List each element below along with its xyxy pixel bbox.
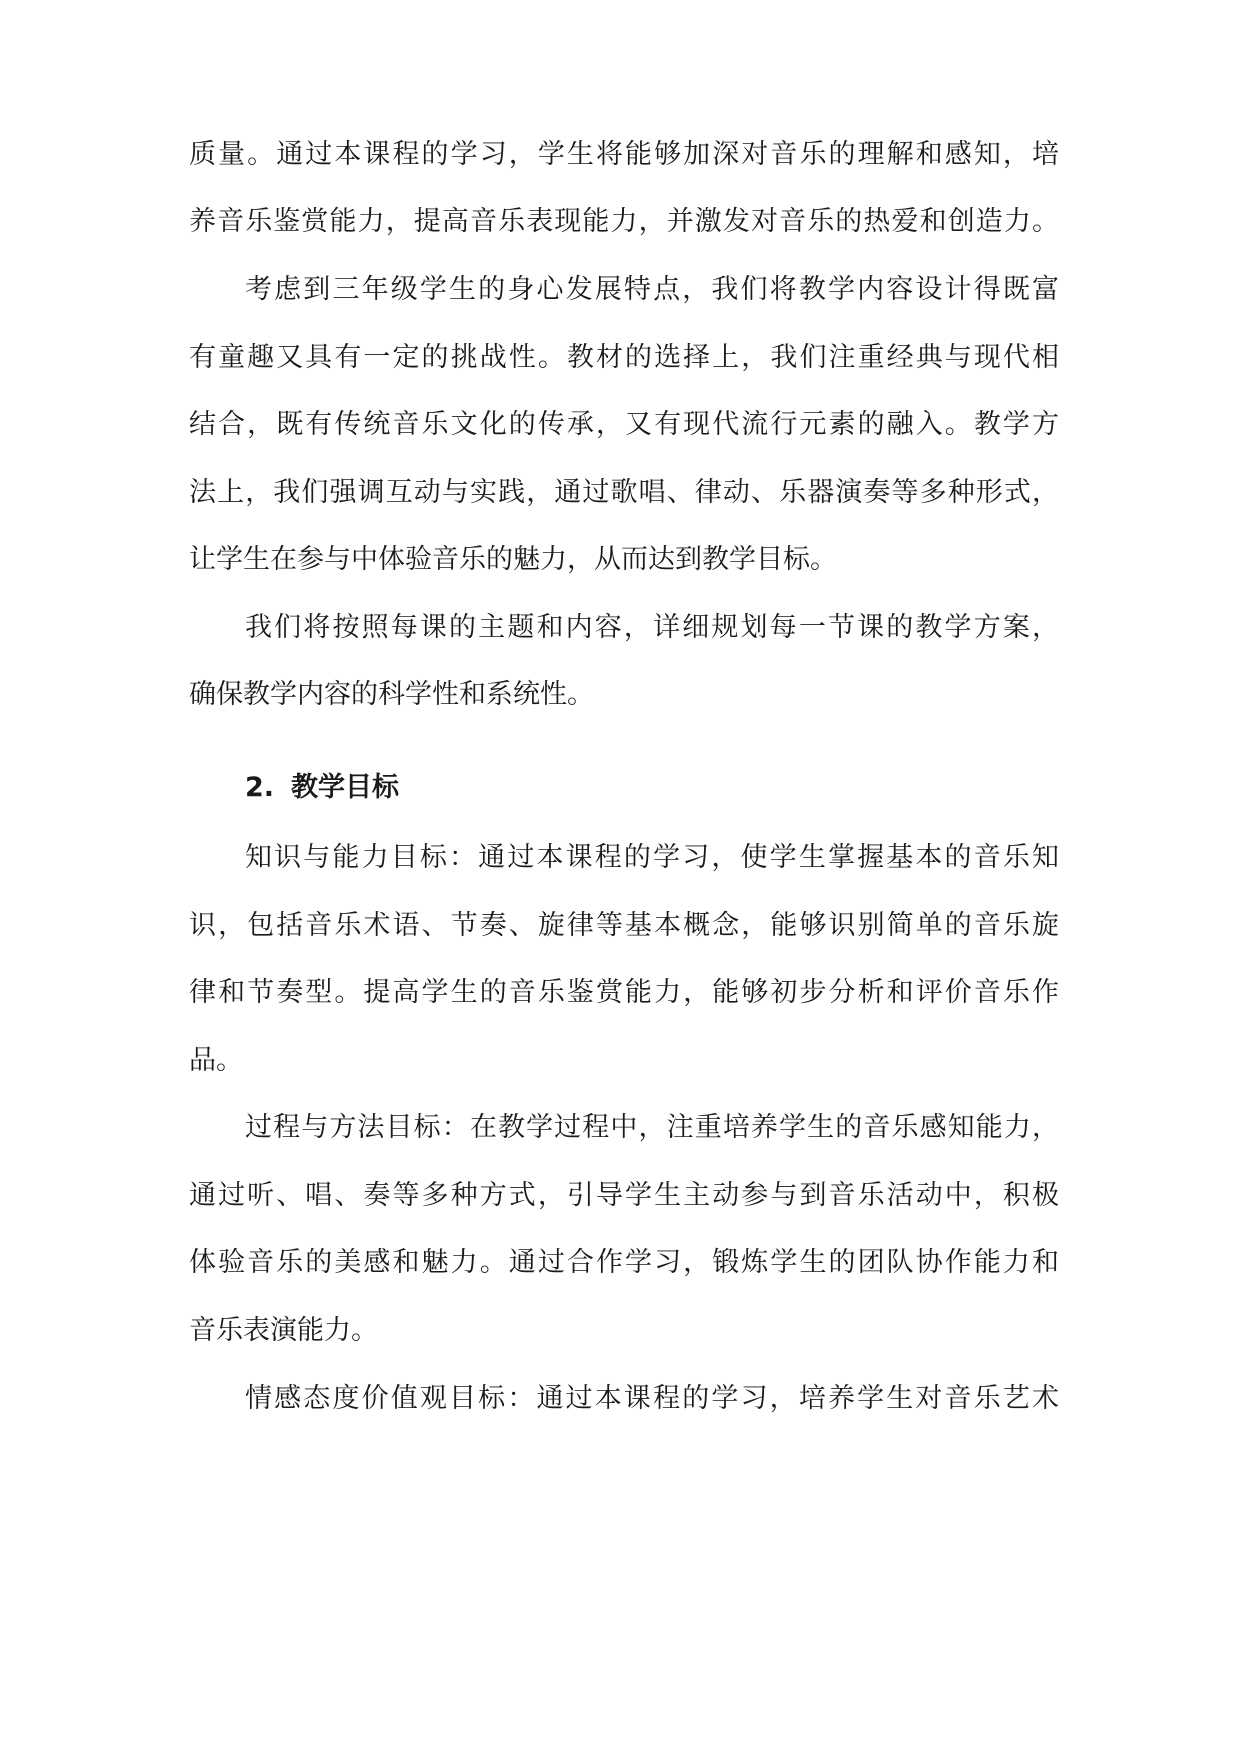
paragraph-line: 结合，既有传统音乐文化的传承，又有现代流行元素的融入。教学方 <box>189 409 1059 440</box>
paragraph-line: 让学生在参与中体验音乐的魅力，从而达到教学目标。 <box>189 544 837 575</box>
paragraph-line: 通过听、唱、奏等多种方式，引导学生主动参与到音乐活动中，积极 <box>189 1180 1059 1211</box>
paragraph-line: 养音乐鉴赏能力，提高音乐表现能力，并激发对音乐的热爱和创造力。 <box>189 206 1059 237</box>
paragraph-line: 过程与方法目标：在教学过程中，注重培养学生的音乐感知能力， <box>245 1112 1059 1143</box>
paragraph-line: 情感态度价值观目标：通过本课程的学习，培养学生对音乐艺术 <box>245 1383 1059 1414</box>
section-number: 2. <box>245 772 275 803</box>
paragraph-line: 法上，我们强调互动与实践，通过歌唱、律动、乐器演奏等多种形式， <box>189 477 1059 508</box>
paragraph-line: 识，包括音乐术语、节奏、旋律等基本概念，能够识别简单的音乐旋 <box>189 910 1059 941</box>
paragraph-line: 律和节奏型。提高学生的音乐鉴赏能力，能够初步分析和评价音乐作 <box>189 977 1059 1008</box>
section-heading <box>245 768 399 808</box>
paragraph-line: 我们将按照每课的主题和内容，详细规划每一节课的教学方案， <box>245 612 1059 643</box>
paragraph-line: 有童趣又具有一定的挑战性。教材的选择上，我们注重经典与现代相 <box>189 342 1059 373</box>
paragraph-line: 体验音乐的美感和魅力。通过合作学习，锻炼学生的团队协作能力和 <box>189 1247 1059 1278</box>
paragraph-line: 质量。通过本课程的学习，学生将能够加深对音乐的理解和感知，培 <box>189 139 1059 170</box>
section-title: 教学目标 <box>291 772 399 803</box>
paragraph-line: 音乐表演能力。 <box>189 1315 378 1346</box>
paragraph-line: 考虑到三年级学生的身心发展特点，我们将教学内容设计得既富 <box>245 274 1059 305</box>
paragraph-line: 确保教学内容的科学性和系统性。 <box>189 679 594 710</box>
paragraph-line: 品。 <box>189 1045 243 1076</box>
paragraph-line: 知识与能力目标：通过本课程的学习，使学生掌握基本的音乐知 <box>245 842 1059 873</box>
